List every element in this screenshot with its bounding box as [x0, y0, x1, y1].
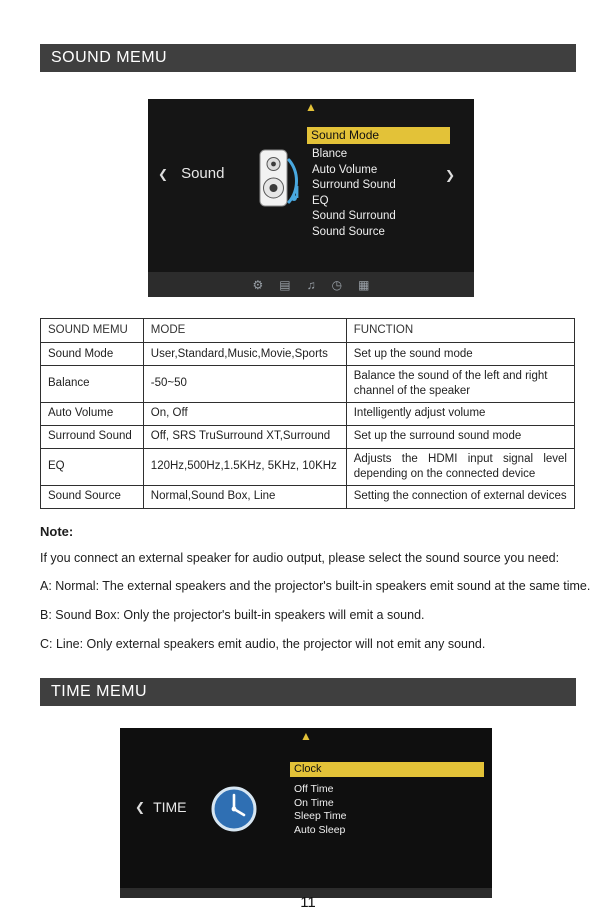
sound-section-header: SOUND MEMU	[40, 44, 576, 72]
menu-item: On Time	[294, 796, 334, 809]
table-cell: Balance the sound of the left and right channel of the speaker	[346, 366, 574, 403]
table-cell: Off, SRS TruSurround XT,Surround	[143, 425, 346, 448]
display-icon: ▤	[279, 277, 291, 292]
left-arrow-icon: ❮	[135, 800, 146, 814]
sound-spec-table	[40, 318, 575, 509]
time-osd-panel	[120, 728, 492, 898]
column-header: SOUND MEMU	[41, 319, 144, 343]
selected-menu-item: Sound Mode	[307, 127, 450, 144]
menu-item: EQ	[312, 194, 329, 207]
note-line: B: Sound Box: Only the projector's built-in speakers will emit a sound.	[40, 608, 425, 622]
note-line: C: Line: Only external speakers emit audio, the projector will not emit any sound.	[40, 636, 486, 651]
menu-item: Sleep Time	[294, 810, 347, 822]
table-cell: Normal,Sound Box, Line	[143, 485, 346, 508]
note-line: A: Normal: The external speakers and the projector's built-in speakers emit sound at the same time.	[40, 579, 591, 594]
settings-icon: ⚙	[252, 277, 264, 292]
panel-title: TIME	[153, 799, 187, 815]
table-row	[41, 402, 575, 425]
column-header: MODE	[143, 319, 346, 343]
menu-item: Off Time	[294, 783, 334, 795]
menu-item: Surround Sound	[312, 179, 396, 191]
table-cell: Set up the surround sound mode	[346, 425, 574, 448]
table-cell: -50~50	[143, 366, 346, 403]
menu-item: Sound Source	[312, 225, 385, 238]
up-arrow-icon: ▲	[300, 729, 312, 743]
right-arrow-icon: ❯	[445, 168, 456, 182]
note-block	[40, 522, 592, 664]
table-cell: Balance	[41, 366, 144, 403]
page-number: 11	[300, 894, 316, 911]
sound-osd-panel	[148, 99, 474, 297]
clock-icon	[210, 785, 258, 838]
table-cell: Sound Mode	[41, 343, 144, 366]
table-cell: EQ	[41, 448, 144, 485]
panel-title: Sound	[181, 165, 225, 182]
table-cell: On, Off	[143, 402, 346, 425]
table-cell: Set up the sound mode	[346, 343, 574, 366]
table-row	[41, 343, 575, 366]
osd-footer-bar	[148, 272, 474, 297]
menu-item: Blance	[312, 148, 348, 160]
speaker-icon	[258, 146, 304, 215]
selected-menu-item: Clock	[290, 762, 484, 777]
clock-icon: ◷	[331, 277, 343, 292]
table-row	[41, 366, 575, 403]
menu-item: Sound Surround	[312, 210, 396, 222]
table-cell: Adjusts the HDMI input signal level depending on the connected device	[346, 448, 574, 485]
table-cell: Auto Volume	[41, 402, 144, 425]
table-row	[41, 425, 575, 448]
menu-item: Auto Sleep	[294, 823, 346, 836]
sound-menu-list	[312, 147, 396, 240]
table-cell: Surround Sound	[41, 425, 144, 448]
table-header-row	[41, 319, 575, 343]
time-section-header: TIME MEMU	[40, 678, 576, 706]
time-panel-label	[135, 799, 187, 815]
apps-icon: ▦	[358, 277, 370, 292]
up-arrow-icon: ▲	[305, 100, 317, 114]
left-arrow-icon: ❮	[158, 166, 169, 181]
time-menu-list	[294, 783, 347, 837]
note-label: Note:	[40, 524, 74, 539]
table-cell: Sound Source	[41, 485, 144, 508]
table-row	[41, 485, 575, 508]
table-cell: 120Hz,500Hz,1.5KHz, 5KHz, 10KHz	[143, 448, 346, 485]
table-cell: User,Standard,Music,Movie,Sports	[143, 343, 346, 366]
music-icon: ♫	[306, 277, 316, 292]
menu-item: Auto Volume	[312, 163, 378, 176]
sound-panel-label	[158, 165, 224, 182]
table-cell: Intelligently adjust volume	[346, 402, 574, 425]
note-line: If you connect an external speaker for audio output, please select the sound source you need:	[40, 550, 560, 565]
table-row	[41, 448, 575, 485]
table-cell: Setting the connection of external devices	[346, 485, 574, 508]
column-header: FUNCTION	[346, 319, 574, 343]
